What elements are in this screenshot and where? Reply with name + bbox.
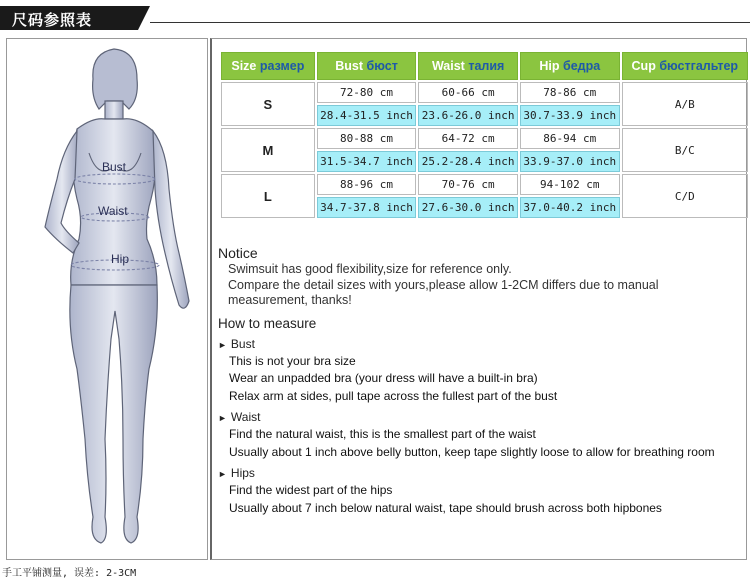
table-row <box>221 174 748 195</box>
table-row <box>221 128 748 149</box>
notice-title: Notice <box>218 245 258 261</box>
bust-cm-cell: 88-96 cm <box>317 174 417 195</box>
footer-note: 手工平铺测量, 误差: 2-3CM <box>2 568 137 579</box>
table-header-row <box>221 52 748 80</box>
bust-cm-cell: 80-88 cm <box>317 128 417 149</box>
header-waist: Waist талия <box>418 52 518 80</box>
bust-inch-cell: 31.5-34.7 inch <box>317 151 417 172</box>
bust-inch-cell: 28.4-31.5 inch <box>317 105 417 126</box>
hip-inch-cell: 33.9-37.0 inch <box>520 151 620 172</box>
header-bust: Bust бюст <box>317 52 417 80</box>
notice-line: Compare the detail sizes with yours,please allow 1-2CM differs due to manual <box>228 277 659 292</box>
body-silhouette-illustration <box>7 39 207 559</box>
notice-line: Swimsuit has good flexibility,size for reference only. <box>228 262 512 276</box>
waist-cm-cell: 64-72 cm <box>418 128 518 149</box>
header-hip: Hip бедра <box>520 52 620 80</box>
cup-cell: B/C <box>622 128 748 172</box>
waist-inch-cell: 23.6-26.0 inch <box>418 105 518 126</box>
size-cell: M <box>221 128 315 172</box>
size-cell: S <box>221 82 315 126</box>
table-row <box>221 82 748 103</box>
waist-cm-cell: 70-76 cm <box>418 174 518 195</box>
measurement-notes <box>218 245 748 517</box>
header-size: Size размер <box>221 52 315 80</box>
size-cell: L <box>221 174 315 218</box>
waist-inch-cell: 25.2-28.4 inch <box>418 151 518 172</box>
how-to-measure-title: How to measure <box>218 315 317 331</box>
bust-cm-cell: 72-80 cm <box>317 82 417 103</box>
waist-inch-cell: 27.6-30.0 inch <box>418 197 518 218</box>
cup-cell: A/B <box>622 82 748 126</box>
bust-instruction: Wear an unpadded bra (your dress will have a built-in bra) <box>229 371 538 385</box>
cup-cell: C/D <box>622 174 748 218</box>
body-figure-panel <box>6 38 208 560</box>
hips-instruction: Usually about 7 inch below natural waist, tape should brush across both hipbones <box>229 500 662 515</box>
hips-instruction: Find the widest part of the hips <box>229 483 393 497</box>
notice-line: measurement, thanks! <box>228 293 352 307</box>
size-chart-table <box>219 50 750 220</box>
triangle-bullet-icon: ► <box>218 413 227 423</box>
triangle-bullet-icon: ► <box>218 339 227 350</box>
hip-cm-cell: 86-94 cm <box>520 128 620 149</box>
bust-instruction: This is not your bra size <box>229 353 356 368</box>
section-hips-heading: ► Hips <box>218 466 255 480</box>
hip-inch-cell: 30.7-33.9 inch <box>520 105 620 126</box>
waist-instruction: Find the natural waist, this is the smallest part of the waist <box>229 427 536 441</box>
hip-inch-cell: 37.0-40.2 inch <box>520 197 620 218</box>
bust-inch-cell: 34.7-37.8 inch <box>317 197 417 218</box>
waist-instruction: Usually about 1 inch above belly button, keep tape slightly loose to allow for breathing room <box>229 444 715 459</box>
triangle-bullet-icon: ► <box>218 469 227 479</box>
header-cup: Cup бюстгальтер <box>622 52 748 80</box>
figure-label-waist: Waist <box>98 204 128 218</box>
section-bust-heading: ► Bust <box>218 336 255 351</box>
header <box>0 0 750 36</box>
page-title: 尺码参照表 <box>12 11 93 29</box>
bust-instruction: Relax arm at sides, pull tape across the fullest part of the bust <box>229 388 558 403</box>
waist-cm-cell: 60-66 cm <box>418 82 518 103</box>
header-divider <box>150 22 750 23</box>
section-waist-heading: ► Waist <box>218 410 261 424</box>
hip-cm-cell: 94-102 cm <box>520 174 620 195</box>
figure-label-hip: Hip <box>111 252 130 266</box>
hip-cm-cell: 78-86 cm <box>520 82 620 103</box>
figure-label-bust: Bust <box>102 160 127 174</box>
